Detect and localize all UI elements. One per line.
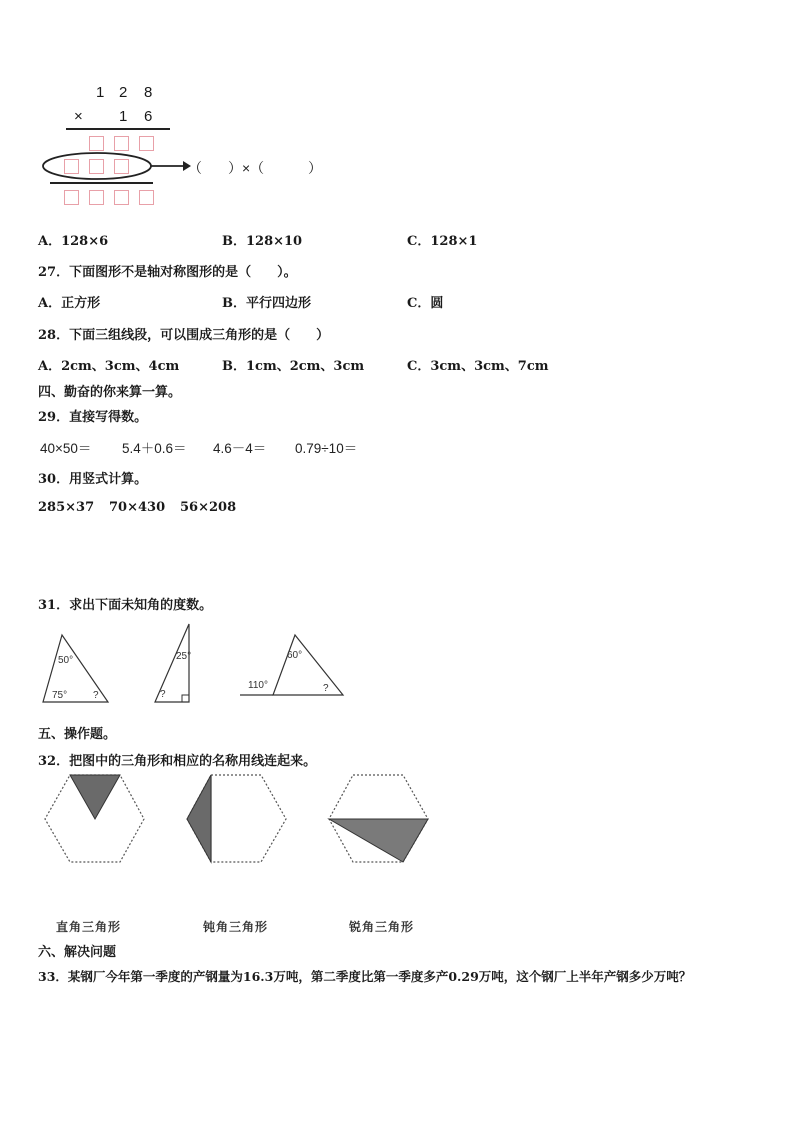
q28-option-b[interactable]: B．1cm、2cm、3cm [222,359,365,374]
q31-text: 31．求出下面未知角的度数。 [38,598,213,613]
multiplier-digit: 6 [144,108,153,125]
q30-item: 70×430 [109,500,166,515]
q33-text: 33．某钢厂今年第一季度的产钢量为16.3万吨，第二季度比第一季度多产0.29万吨，这个钢厂上半年产钢多少万吨？ [38,969,692,984]
name-acute-triangle[interactable]: 锐角三角形 [349,920,415,934]
multiplicand-digit: 8 [144,84,153,101]
q32-text: 32．把图中的三角形和相应的名称用线连起来。 [38,754,317,769]
q29-item: 5.4＋0.6＝ [122,441,187,456]
q29-text: 29．直接写得数。 [38,410,148,425]
result-paren-open: （ [188,160,202,176]
q29-item: 4.6－4＝ [213,441,267,456]
hexagon-2 [187,775,286,862]
result-paren-mid: ）×（ [228,160,265,176]
multiplicand-digit: 2 [119,84,128,101]
q28-option-c[interactable]: C．3cm、3cm、7cm [407,359,549,374]
multiplicand-digit: 1 [96,84,105,101]
triangle-2-top-angle: 25° [176,651,192,662]
q28-option-a[interactable]: A．2cm、3cm、4cm [38,359,180,374]
q27-option-c[interactable]: C．圆 [407,296,444,311]
triangle-3-exterior-angle: 110° [248,680,268,691]
q28-text: 28．下面三组线段，可以围成三角形的是（ ） [38,328,330,343]
triangle-1-left-angle: 75° [52,690,68,701]
triangle-1-unknown-angle: ? [93,690,99,701]
q29-item: 0.79÷10＝ [295,441,358,456]
q29-item: 40×50＝ [40,441,92,456]
hexagon-1 [45,775,144,862]
q26-option-b[interactable]: B．128×10 [222,234,303,249]
result-paren-close: ） [308,160,322,176]
hexagon-3 [329,775,428,862]
q26-option-a[interactable]: A．128×6 [38,234,109,249]
q30-text: 30．用竖式计算。 [38,472,148,487]
q30-item: 285×37 [38,500,95,515]
triangle-3-top-angle: 60° [287,650,303,661]
name-right-triangle[interactable]: 直角三角形 [56,920,122,934]
q27-option-a[interactable]: A．正方形 [38,296,101,311]
q30-item: 56×208 [180,500,237,515]
section-6-title: 六、解决问题 [38,945,117,960]
q27-option-b[interactable]: B．平行四边形 [222,296,311,311]
triangle-1-top-angle: 50° [58,655,74,666]
section-5-title: 五、操作题。 [38,727,117,742]
name-obtuse-triangle[interactable]: 钝角三角形 [203,920,269,934]
triangle-3-unknown-angle: ? [323,683,329,694]
q27-text: 27．下面图形不是轴对称图形的是（ ）。 [38,265,297,280]
multiplier-digit: 1 [119,108,128,125]
section-4-title: 四、勤奋的你来算一算。 [38,385,182,400]
triangle-2-unknown-angle: ? [160,689,166,700]
q26-option-c[interactable]: C．128×1 [407,234,478,249]
times-sign: × [74,108,83,125]
